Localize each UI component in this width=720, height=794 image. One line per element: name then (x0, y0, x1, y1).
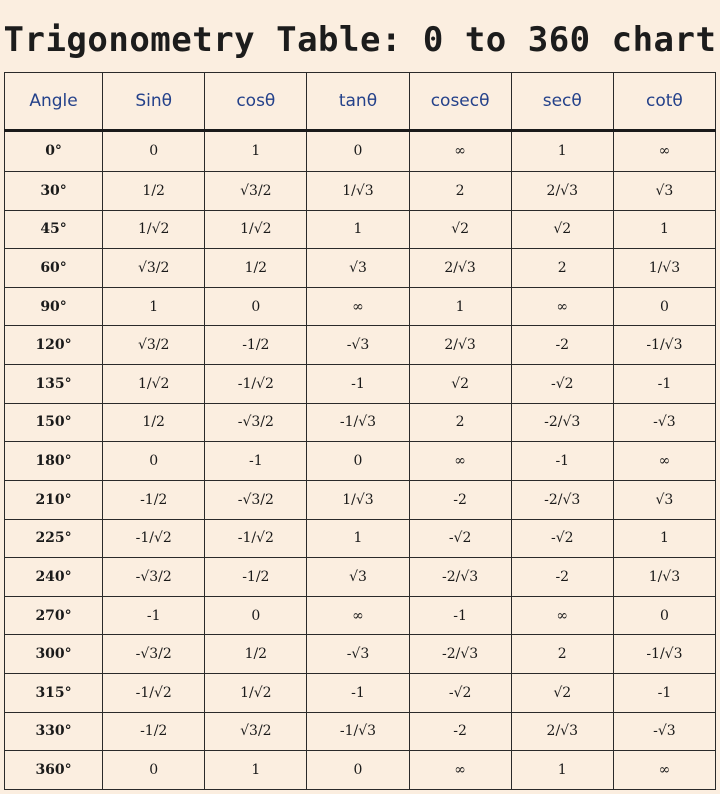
table-row (5, 131, 716, 172)
cell-cos: -1/√2 (205, 365, 307, 404)
cell-angle: 150° (5, 403, 103, 442)
table-row (5, 171, 716, 210)
trig-table (4, 72, 716, 790)
cell-cos: -1/2 (205, 326, 307, 365)
cell-sin: 0 (103, 131, 205, 172)
cell-cot: -√3 (613, 712, 715, 751)
page-title: Trigonometry Table: 0 to 360 chart (3, 20, 717, 60)
cell-cos: 1/2 (205, 249, 307, 288)
cell-sin: -1/√2 (103, 519, 205, 558)
cell-tan: 1 (307, 519, 409, 558)
cell-angle: 330° (5, 712, 103, 751)
cell-cot: -1 (613, 365, 715, 404)
cell-sec: -2/√3 (511, 480, 613, 519)
cell-sin: -√3/2 (103, 558, 205, 597)
cell-sec: √2 (511, 674, 613, 713)
cell-sec: -2 (511, 558, 613, 597)
cell-cosec: -2/√3 (409, 635, 511, 674)
cell-angle: 360° (5, 751, 103, 790)
cell-cot: -√3 (613, 403, 715, 442)
cell-angle: 240° (5, 558, 103, 597)
cell-tan: 1/√3 (307, 480, 409, 519)
cell-sec: 2 (511, 635, 613, 674)
cell-tan: 0 (307, 442, 409, 481)
table-row (5, 635, 716, 674)
cell-tan: 1/√3 (307, 171, 409, 210)
cell-cot: ∞ (613, 131, 715, 172)
cell-tan: -1/√3 (307, 403, 409, 442)
table-row (5, 751, 716, 790)
table-row (5, 674, 716, 713)
cell-sec: √2 (511, 210, 613, 249)
cell-angle: 300° (5, 635, 103, 674)
header-cosec: cosecθ (409, 73, 511, 131)
cell-cos: 1/√2 (205, 674, 307, 713)
header-sec: secθ (511, 73, 613, 131)
cell-angle: 120° (5, 326, 103, 365)
header-row (5, 73, 716, 131)
cell-sec: -√2 (511, 365, 613, 404)
cell-cos: 1 (205, 131, 307, 172)
cell-cot: 0 (613, 287, 715, 326)
cell-cos: 0 (205, 596, 307, 635)
cell-cot: ∞ (613, 751, 715, 790)
cell-angle: 225° (5, 519, 103, 558)
cell-angle: 180° (5, 442, 103, 481)
cell-cos: -1/2 (205, 558, 307, 597)
cell-cos: 1/2 (205, 635, 307, 674)
table-body (5, 131, 716, 790)
cell-cot: 1/√3 (613, 558, 715, 597)
cell-cot: -1 (613, 674, 715, 713)
cell-sec: ∞ (511, 596, 613, 635)
cell-cos: √3/2 (205, 171, 307, 210)
cell-cosec: 2/√3 (409, 249, 511, 288)
cell-sec: ∞ (511, 287, 613, 326)
cell-sin: -1/√2 (103, 674, 205, 713)
cell-sin: √3/2 (103, 249, 205, 288)
cell-sec: 2/√3 (511, 171, 613, 210)
table-header (5, 73, 716, 131)
cell-sin: -√3/2 (103, 635, 205, 674)
cell-cosec: 2 (409, 403, 511, 442)
cell-cos: -1 (205, 442, 307, 481)
cell-angle: 60° (5, 249, 103, 288)
cell-tan: ∞ (307, 596, 409, 635)
header-cot: cotθ (613, 73, 715, 131)
table-row (5, 403, 716, 442)
cell-sin: 1/2 (103, 403, 205, 442)
cell-angle: 135° (5, 365, 103, 404)
cell-cot: -1/√3 (613, 326, 715, 365)
cell-angle: 315° (5, 674, 103, 713)
cell-cos: -√3/2 (205, 403, 307, 442)
cell-cosec: -√2 (409, 519, 511, 558)
cell-sin: 1/√2 (103, 210, 205, 249)
table-row (5, 596, 716, 635)
cell-tan: ∞ (307, 287, 409, 326)
table-row (5, 249, 716, 288)
cell-angle: 90° (5, 287, 103, 326)
cell-cosec: -2/√3 (409, 558, 511, 597)
cell-angle: 0° (5, 131, 103, 172)
cell-cosec: 2 (409, 171, 511, 210)
header-sin: Sinθ (103, 73, 205, 131)
header-tan: tanθ (307, 73, 409, 131)
header-cos: cosθ (205, 73, 307, 131)
cell-cot: -1/√3 (613, 635, 715, 674)
cell-angle: 270° (5, 596, 103, 635)
table-row (5, 712, 716, 751)
cell-tan: 0 (307, 131, 409, 172)
table-row (5, 365, 716, 404)
header-angle: Angle (5, 73, 103, 131)
table-row (5, 287, 716, 326)
cell-sin: -1/2 (103, 480, 205, 519)
cell-tan: -1 (307, 365, 409, 404)
cell-cosec: 2/√3 (409, 326, 511, 365)
cell-sin: 1/2 (103, 171, 205, 210)
cell-cos: 1 (205, 751, 307, 790)
cell-sin: -1/2 (103, 712, 205, 751)
cell-tan: -1/√3 (307, 712, 409, 751)
cell-tan: 0 (307, 751, 409, 790)
cell-sec: 2/√3 (511, 712, 613, 751)
cell-cosec: -√2 (409, 674, 511, 713)
cell-cosec: -1 (409, 596, 511, 635)
cell-tan: -√3 (307, 326, 409, 365)
cell-sin: 0 (103, 442, 205, 481)
cell-sin: 1/√2 (103, 365, 205, 404)
table-row (5, 326, 716, 365)
cell-cosec: ∞ (409, 751, 511, 790)
cell-cosec: -2 (409, 480, 511, 519)
cell-cos: √3/2 (205, 712, 307, 751)
table-row (5, 210, 716, 249)
cell-cot: √3 (613, 171, 715, 210)
cell-sin: √3/2 (103, 326, 205, 365)
cell-cosec: ∞ (409, 442, 511, 481)
cell-cot: √3 (613, 480, 715, 519)
cell-cot: 0 (613, 596, 715, 635)
cell-sin: 1 (103, 287, 205, 326)
table-row (5, 480, 716, 519)
cell-cosec: -2 (409, 712, 511, 751)
cell-sec: -2/√3 (511, 403, 613, 442)
cell-sin: -1 (103, 596, 205, 635)
cell-tan: √3 (307, 558, 409, 597)
cell-sin: 0 (103, 751, 205, 790)
cell-sec: 1 (511, 131, 613, 172)
cell-angle: 210° (5, 480, 103, 519)
cell-cosec: √2 (409, 210, 511, 249)
cell-tan: √3 (307, 249, 409, 288)
cell-tan: -√3 (307, 635, 409, 674)
cell-tan: -1 (307, 674, 409, 713)
cell-sec: -1 (511, 442, 613, 481)
cell-cos: -√3/2 (205, 480, 307, 519)
cell-cot: 1 (613, 210, 715, 249)
cell-angle: 30° (5, 171, 103, 210)
table-row (5, 519, 716, 558)
cell-cos: 1/√2 (205, 210, 307, 249)
cell-sec: -√2 (511, 519, 613, 558)
cell-sec: 1 (511, 751, 613, 790)
table-row (5, 442, 716, 481)
cell-cosec: 1 (409, 287, 511, 326)
cell-cot: 1/√3 (613, 249, 715, 288)
cell-cosec: ∞ (409, 131, 511, 172)
cell-sec: 2 (511, 249, 613, 288)
table-row (5, 558, 716, 597)
cell-cosec: √2 (409, 365, 511, 404)
cell-angle: 45° (5, 210, 103, 249)
cell-tan: 1 (307, 210, 409, 249)
cell-cos: -1/√2 (205, 519, 307, 558)
cell-cot: ∞ (613, 442, 715, 481)
cell-cot: 1 (613, 519, 715, 558)
cell-cos: 0 (205, 287, 307, 326)
cell-sec: -2 (511, 326, 613, 365)
